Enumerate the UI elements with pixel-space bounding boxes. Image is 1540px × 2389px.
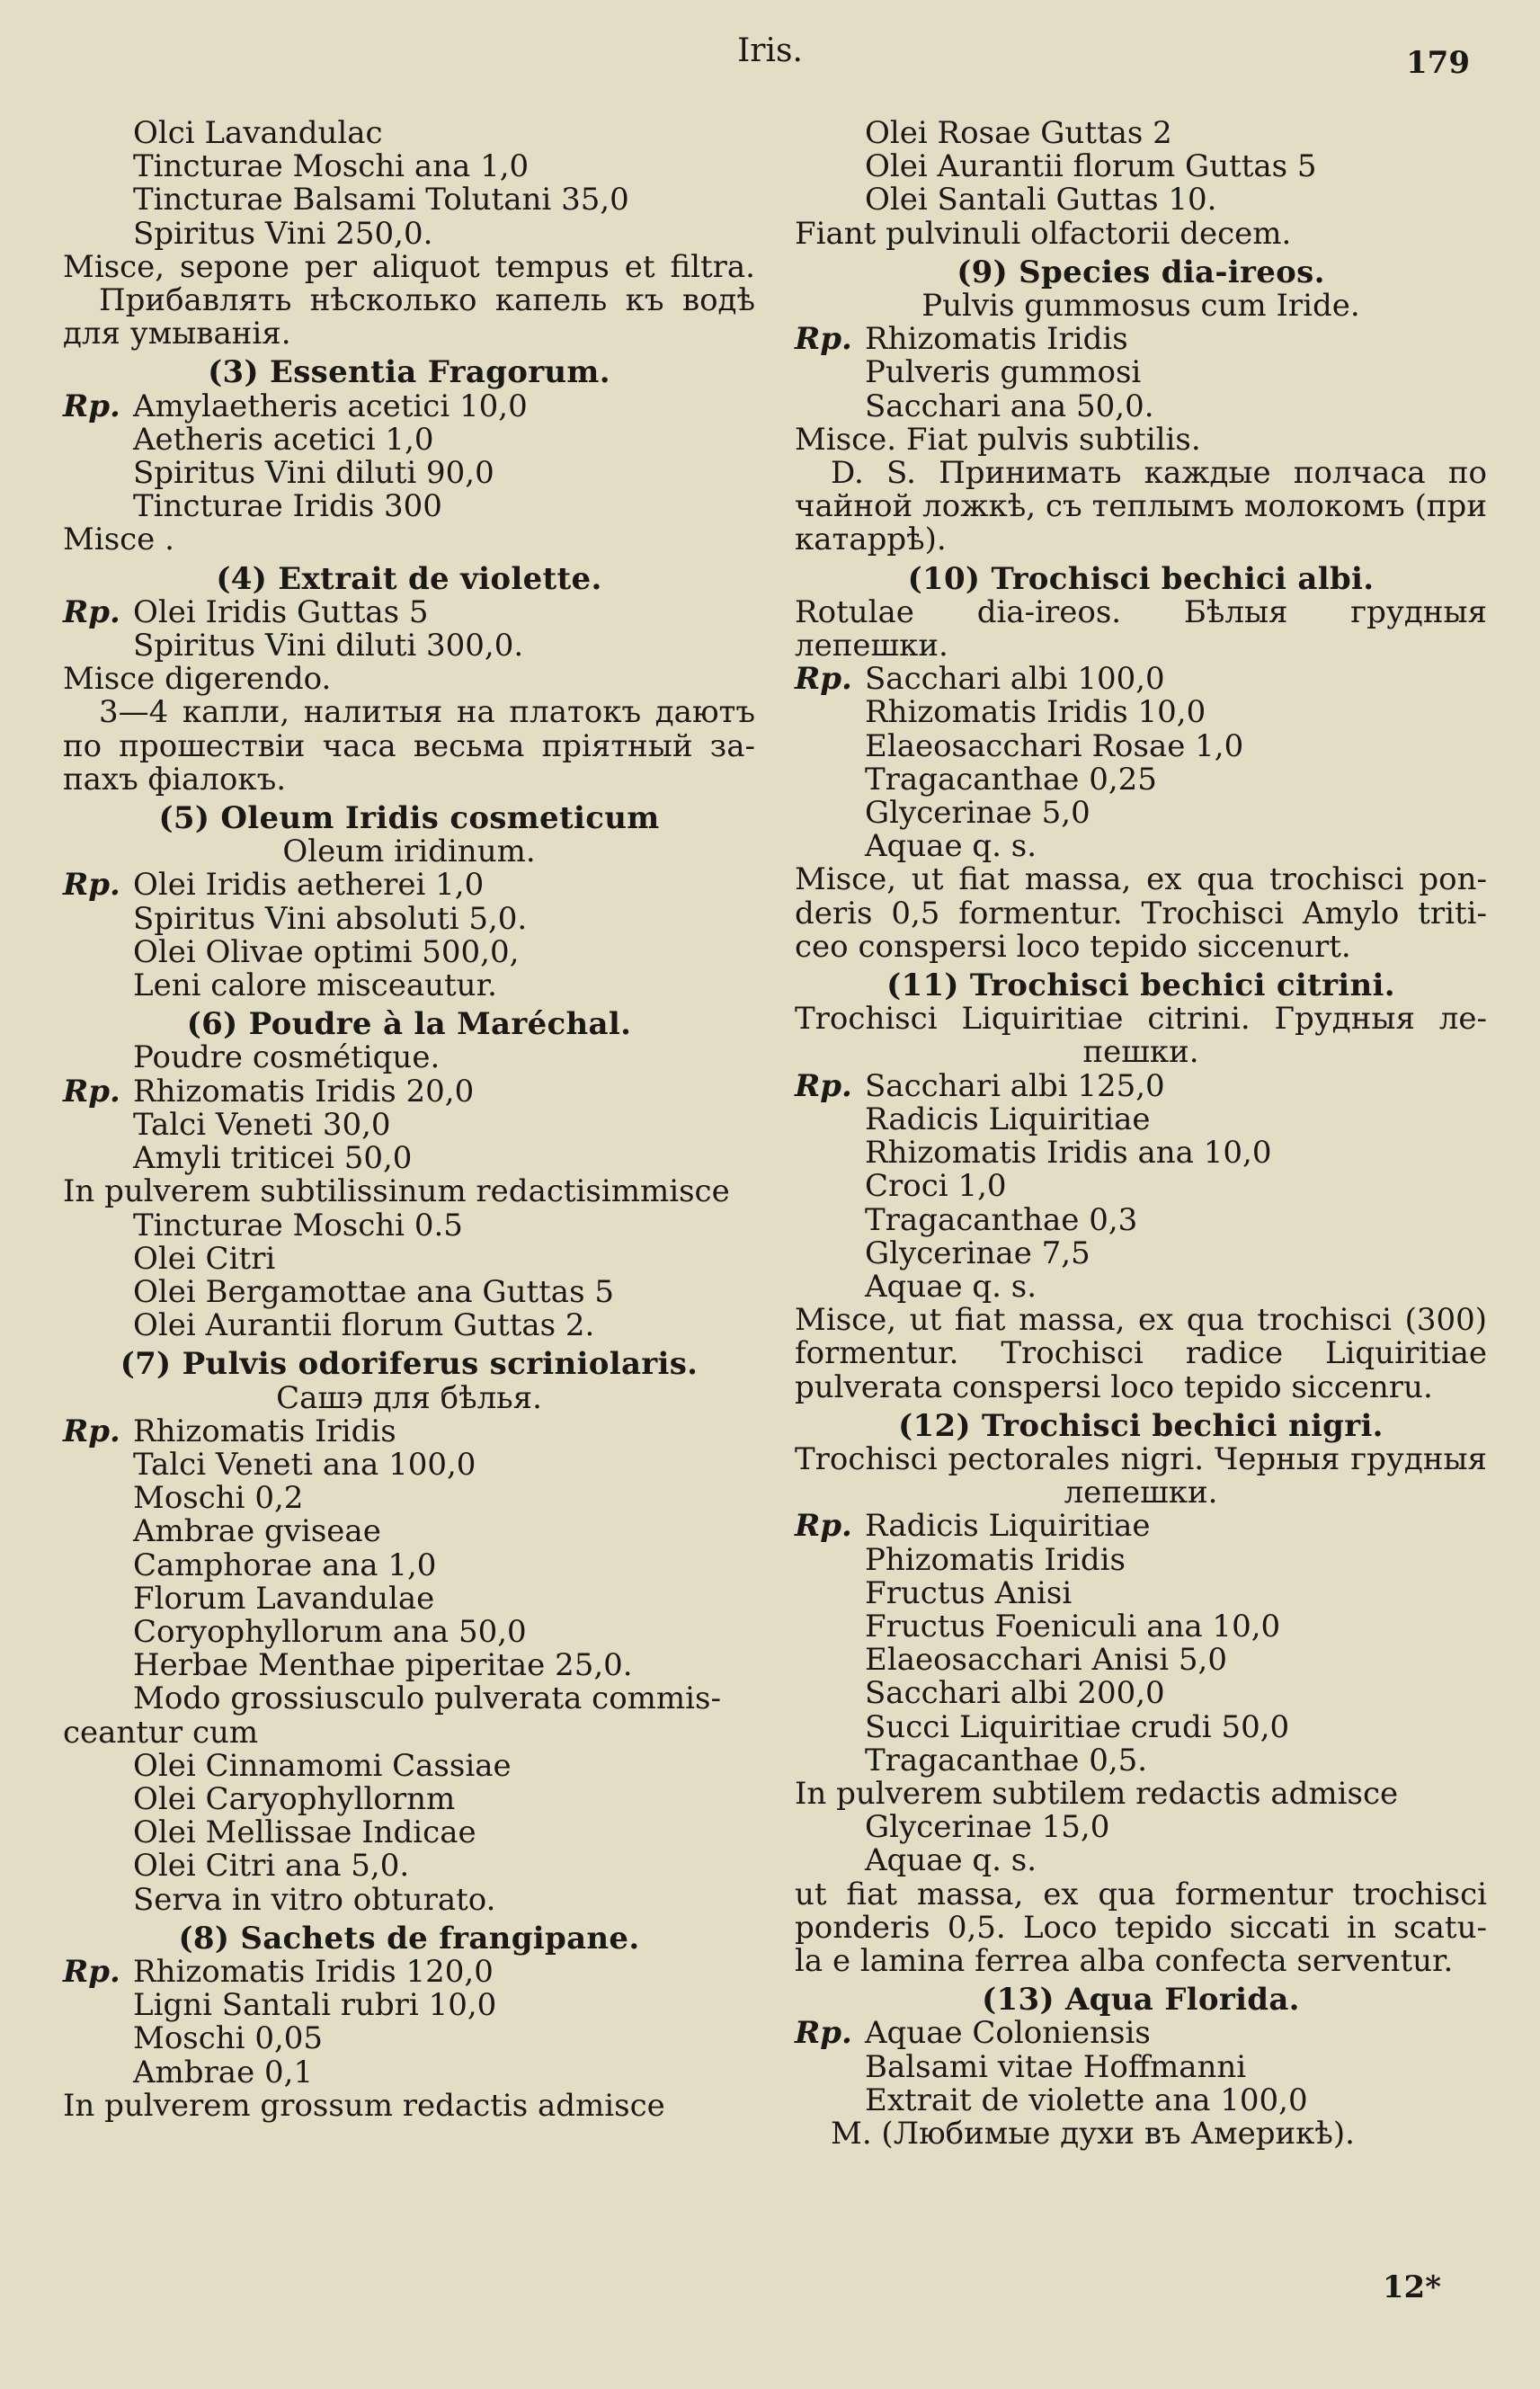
ingredient-line (795, 1510, 1487, 1543)
text-line (795, 1003, 1487, 1036)
text-line (63, 696, 755, 729)
recipe-mark: Rp. (63, 1413, 120, 1449)
line-text: pulverata conspersi loco tepido siccenru. (795, 1368, 1433, 1405)
line-text: Aetheris acetici 1,0 (133, 421, 434, 458)
text-line (63, 317, 755, 351)
line-text: (13) Aqua Florida. (982, 1982, 1300, 2019)
line-text: Tragacanthae 0,5. (865, 1742, 1148, 1778)
running-title: Iris. (737, 32, 803, 69)
line-text: Serva in vitro obturato. (133, 1881, 496, 1918)
line-text: Rhizomatis Iridis 10,0 (865, 694, 1206, 731)
line-text: Spiritus Vini diluti 90,0 (133, 455, 494, 492)
ingredient-line (795, 727, 1487, 764)
line-text: Talci Veneti ana 100,0 (133, 1446, 476, 1483)
line-text: Olei Santali Guttas 10. (865, 182, 1217, 218)
line-text: In pulverem subtilissinum redactisimmisce (63, 1173, 730, 1210)
line-text: Radicis Liquiritiae (865, 1508, 1151, 1545)
ingredient-line (795, 1574, 1487, 1611)
ingredient-line (795, 390, 1487, 423)
line-text: Rhizomatis Iridis 120,0 (133, 1953, 494, 1990)
line-text: Tincturae Balsami Tolutani 35,0 (133, 182, 629, 218)
ingredient-line (63, 215, 755, 252)
line-text: Sacchari albi 100,0 (865, 661, 1165, 698)
page-number: 179 (1406, 45, 1470, 81)
text-line (795, 1368, 1487, 1405)
ingredient-line (63, 2056, 755, 2090)
line-text: (4) Extrait de violette. (216, 560, 602, 597)
recipe-heading (63, 802, 755, 835)
ingredient-line (63, 1850, 755, 1883)
ingredient-line (63, 1273, 755, 1310)
line-text: Spiritus Vini absoluti 5,0. (133, 900, 528, 937)
ingredient-line (795, 1708, 1487, 1745)
line-text: Fiant pulvinuli olfactorii decem. (795, 215, 1292, 252)
line-text: Sacchari albi 200,0 (865, 1675, 1165, 1712)
text-line (795, 523, 1487, 557)
recipe-heading (795, 969, 1487, 1003)
ingredient-line (63, 117, 755, 150)
line-text: Olei Iridis Guttas 5 (133, 593, 429, 630)
line-text: Сашэ для бѣлья. (276, 1379, 542, 1416)
line-text: Tincturae Iridis 300 (133, 488, 442, 525)
line-text: Rhizomatis Iridis ana 10,0 (865, 1135, 1272, 1172)
line-text: Tincturae Moschi ana 1,0 (133, 148, 530, 185)
line-text: по прошествіи часа весьма пріятный за- (63, 727, 755, 764)
line-text: Extrait de violette ana 100,0 (865, 2081, 1308, 2118)
line-text: Tincturae Moschi 0.5 (133, 1207, 463, 1244)
line-text: Sacchari albi 125,0 (865, 1067, 1165, 1104)
line-text: Succi Liquiritiae crudi 50,0 (865, 1708, 1290, 1745)
line-text: Aquae q. s. (865, 1268, 1037, 1305)
text-line (795, 1909, 1487, 1946)
line-text: Ambrae 0,1 (133, 2054, 314, 2090)
ingredient-line (63, 629, 755, 663)
ingredient-line (795, 356, 1487, 389)
line-text: Moschi 0,05 (133, 2020, 324, 2057)
line-text: Tragacanthae 0,3 (865, 1201, 1138, 1238)
text-line (795, 593, 1487, 664)
recipe-mark: Rp. (795, 321, 852, 358)
line-text: Modo grossiusculo pulverata commis- (133, 1680, 721, 1717)
line-text: лепешки. (1064, 1475, 1218, 1511)
ingredient-line (795, 1644, 1487, 1677)
ingredient-line (795, 150, 1487, 183)
text-line (63, 1716, 755, 1750)
recipe-heading (63, 1922, 755, 1956)
ingredient-line (795, 1677, 1487, 1710)
ingredient-line (795, 830, 1487, 863)
line-text: Olei Bergamottae ana Guttas 5 (133, 1273, 614, 1310)
ingredient-line (63, 900, 755, 937)
line-text: Misce, ut fiat massa, ex qua trochisci (300) (795, 1302, 1487, 1339)
text-line (795, 490, 1487, 523)
ingredient-line (795, 183, 1487, 217)
line-text: Pulvis gummosus cum Iride. (921, 288, 1360, 325)
line-text: Leni calore misceautur. (133, 967, 497, 1004)
text-line (795, 1476, 1487, 1510)
recipe-mark: Rp. (795, 1067, 852, 1104)
recipe-heading (795, 1407, 1487, 1444)
line-text: M. (Любимые духи въ Америкѣ). (831, 2115, 1355, 2152)
line-text: (11) Trochisci bechici citrini. (886, 967, 1395, 1004)
text-line (795, 1878, 1487, 1912)
recipe-subtitle (63, 1379, 755, 1416)
line-text: Poudre cosmétique. (133, 1039, 441, 1076)
line-text: (5) Oleum Iridis cosmeticum (158, 800, 660, 837)
line-text: Amyli triticei 50,0 (133, 1140, 413, 1177)
ingredient-line (795, 117, 1487, 150)
line-text: Misce. Fiat pulvis subtilis. (795, 421, 1201, 458)
line-text: Olei Cinnamomi Cassiae (133, 1747, 512, 1784)
ingredient-line (63, 1041, 755, 1074)
line-text: Coryophyllorum ana 50,0 (133, 1613, 527, 1650)
line-text: Elaeosacchari Rosae 1,0 (865, 727, 1244, 764)
line-text: Ambrae gviseae (133, 1513, 381, 1550)
line-text: Olei Mellissae Indicae (133, 1814, 476, 1851)
line-text: (10) Trochisci bechici albi. (907, 560, 1375, 597)
recipe-mark: Rp. (63, 867, 120, 904)
ingredient-line (63, 423, 755, 457)
line-text: (12) Trochisci bechici nigri. (898, 1407, 1384, 1444)
line-text: для умыванія. (63, 316, 291, 352)
text-line (63, 523, 755, 557)
line-text: 3—4 капли, налитыя на платокъ даютъ (99, 694, 755, 731)
ingredient-line (795, 663, 1487, 696)
line-text: Sacchari ana 50,0. (865, 388, 1154, 424)
ingredient-line (63, 1446, 755, 1483)
ingredient-line (795, 2048, 1487, 2085)
ingredient-line (795, 2081, 1487, 2118)
text-line (795, 928, 1487, 965)
line-text: (8) Sachets de frangipane. (178, 1920, 640, 1957)
ingredient-line (63, 1309, 755, 1342)
ingredient-line (63, 1075, 755, 1109)
ingredient-line (795, 1201, 1487, 1238)
line-text: Fructus Anisi (865, 1574, 1073, 1611)
ingredient-line (795, 1270, 1487, 1304)
line-text: Trochisci pectorales nigri. Черныя грудныя (795, 1440, 1487, 1477)
line-text: Croci 1,0 (865, 1168, 1007, 1205)
recipe-heading (795, 1983, 1487, 2017)
text-line (795, 1036, 1487, 1069)
recipe-mark: Rp. (795, 661, 852, 698)
line-text: Glycerinae 7,5 (865, 1235, 1090, 1271)
line-text: Tragacanthae 0,25 (865, 761, 1157, 798)
text-line (795, 863, 1487, 896)
ingredient-line (795, 1237, 1487, 1270)
ingredient-line (795, 696, 1487, 729)
line-text: Olei Caryophyllornm (133, 1780, 456, 1817)
text-line (795, 1304, 1487, 1337)
ingredient-line (795, 1610, 1487, 1644)
ingredient-line (63, 1549, 755, 1582)
ingredient-line (63, 457, 755, 490)
text-line (63, 2087, 755, 2124)
line-text: Spiritus Vini 250,0. (133, 215, 433, 252)
ingredient-line (63, 593, 755, 630)
ingredient-line (63, 1747, 755, 1784)
line-text: formentur. Trochisci radice Liquiritiae (795, 1335, 1487, 1372)
text-line (795, 1337, 1487, 1370)
text-line (795, 1440, 1487, 1477)
line-text: Misce digerendo. (63, 661, 332, 698)
left-column (63, 117, 755, 2123)
line-text: ceo conspersi loco tepido siccenurt. (795, 928, 1351, 965)
ingredient-line (63, 1682, 755, 1716)
text-line (63, 248, 755, 285)
line-text: катаррѣ). (795, 521, 947, 558)
ingredient-line (795, 1541, 1487, 1578)
recipe-heading (63, 560, 755, 597)
recipe-mark: Rp. (795, 2015, 852, 2052)
ingredient-line (63, 183, 755, 217)
line-text: Olei Rosae Guttas 2 (865, 115, 1172, 151)
ingredient-line (63, 1613, 755, 1650)
ingredient-line (63, 2022, 755, 2055)
text-line (63, 284, 755, 317)
recipe-heading (63, 356, 755, 389)
line-text: ut fiat massa, ex qua formentur trochisci (795, 1876, 1487, 1912)
line-text: Pulveris gummosi (865, 354, 1142, 391)
line-text: Olei Aurantii florum Guttas 5 (865, 148, 1317, 185)
line-text: deris 0,5 formentur. Trochisci Amylo triti- (795, 895, 1487, 932)
line-text: Amylaetheris acetici 10,0 (133, 388, 528, 424)
text-line (795, 423, 1487, 457)
line-text: пахъ фіалокъ. (63, 761, 287, 798)
line-text: Misce, ut fiat massa, ex qua trochisci pon- (795, 861, 1487, 898)
line-text: Misce, sepone per aliquot tempus et filtra. (63, 248, 755, 285)
ingredient-line (795, 1844, 1487, 1877)
line-text: Aquae Coloniensis (865, 2015, 1151, 2052)
ingredient-line (795, 323, 1487, 356)
ingredient-line (63, 1582, 755, 1616)
ingredient-line (795, 1170, 1487, 1203)
line-text: Glycerinae 5,0 (865, 795, 1090, 832)
text-line (795, 1942, 1487, 1979)
ingredient-line (795, 797, 1487, 830)
line-text: Fructus Foeniculi ana 10,0 (865, 1608, 1281, 1645)
text-line (795, 215, 1487, 252)
text-line (795, 2117, 1487, 2151)
line-text: Oleum iridinum. (282, 833, 536, 870)
line-text: Rhizomatis Iridis (133, 1413, 396, 1449)
ingredient-line (63, 1816, 755, 1850)
ingredient-line (63, 150, 755, 183)
line-text: Elaeosacchari Anisi 5,0 (865, 1642, 1227, 1679)
ingredient-line (795, 2017, 1487, 2050)
ingredient-line (63, 1649, 755, 1682)
line-text: Rotulae dia-ireos. Бѣлыя грудныя лепешки. (795, 593, 1487, 664)
ingredient-line (795, 1103, 1487, 1137)
line-text: Aquae q. s. (865, 1842, 1037, 1879)
line-text: Прибавлять нѣсколько капель къ водѣ (99, 282, 755, 319)
line-text: Phizomatis Iridis (865, 1541, 1126, 1578)
recipe-mark: Rp. (63, 388, 120, 424)
line-text: In pulverem grossum redactis admisce (63, 2087, 665, 2124)
line-text: чайной ложкѣ, съ теплымъ молокомъ (при (795, 488, 1487, 525)
recipe-mark: Rp. (63, 1953, 120, 1990)
line-text: Ligni Santali rubri 10,0 (133, 1987, 497, 2024)
line-text: Talci Veneti 30,0 (133, 1106, 391, 1143)
recipe-mark: Rp. (795, 1508, 852, 1545)
ingredient-line (63, 1209, 755, 1243)
ingredient-line (63, 1482, 755, 1515)
printer-signature: 12* (1382, 2269, 1441, 2305)
line-text: ponderis 0,5. Loco tepido siccati in scatu- (795, 1909, 1487, 1946)
line-text: la e lamina ferrea alba confecta serventur. (795, 1942, 1454, 1979)
line-text: Spiritus Vini diluti 300,0. (133, 628, 524, 664)
line-text: Rhizomatis Iridis 20,0 (133, 1073, 475, 1110)
line-text: Olei Iridis aetherei 1,0 (133, 867, 485, 904)
ingredient-line (795, 1744, 1487, 1778)
ingredient-line (63, 490, 755, 523)
text-line (63, 1175, 755, 1208)
ingredient-line (63, 1106, 755, 1143)
recipe-heading (63, 1008, 755, 1041)
line-text: Herbae Menthae piperitae 25,0. (133, 1647, 633, 1684)
ingredient-line (63, 1515, 755, 1548)
text-line (63, 727, 755, 764)
line-text: Misce . (63, 521, 174, 558)
ingredient-line (63, 1415, 755, 1449)
text-line (795, 897, 1487, 931)
ingredient-line (63, 933, 755, 970)
recipe-heading (795, 256, 1487, 290)
line-text: Camphorae ana 1,0 (133, 1547, 437, 1583)
text-line (63, 663, 755, 696)
recipe-heading (63, 1348, 755, 1381)
ingredient-line (63, 1989, 755, 2022)
line-text: Balsami vitae Hoffmanni (865, 2048, 1247, 2085)
line-text: Florum Lavandulae (133, 1580, 435, 1617)
text-line (795, 1775, 1487, 1812)
recipe-subtitle (63, 835, 755, 869)
line-text: (7) Pulvis odoriferus scriniolaris. (120, 1346, 699, 1383)
text-line (795, 457, 1487, 490)
line-text: Rhizomatis Iridis (865, 321, 1128, 358)
ingredient-line (63, 1881, 755, 1918)
recipe-mark: Rp. (63, 1073, 120, 1110)
recipe-heading (795, 560, 1487, 597)
line-text: (6) Poudre à la Maréchal. (186, 1006, 632, 1043)
ingredient-line (795, 1067, 1487, 1104)
recipe-subtitle (795, 290, 1487, 323)
ingredient-line (795, 1811, 1487, 1844)
line-text: Olei Aurantii florum Guttas 2. (133, 1307, 595, 1344)
line-text: пешки. (1082, 1034, 1199, 1071)
line-text: (3) Essentia Fragorum. (208, 354, 610, 391)
line-text: Olei Citri ana 5,0. (133, 1848, 410, 1885)
right-column (795, 117, 1487, 2151)
line-text: Trochisci Liquiritiae citrini. Грудныя ле- (795, 1001, 1487, 1038)
line-text: Olei Citri (133, 1240, 276, 1277)
line-text: Moschi 0,2 (133, 1480, 304, 1517)
ingredient-line (63, 1780, 755, 1817)
ingredient-line (63, 869, 755, 902)
ingredient-line (795, 1137, 1487, 1170)
ingredient-line (63, 390, 755, 423)
ingredient-line (63, 1953, 755, 1990)
line-text: ceantur cum (63, 1714, 259, 1751)
line-text: Glycerinae 15,0 (865, 1809, 1110, 1846)
ingredient-line (63, 969, 755, 1003)
line-text: Olei Olivae optimi 500,0, (133, 933, 520, 970)
text-line (63, 763, 755, 797)
ingredient-line (63, 1240, 755, 1277)
ingredient-line (63, 1142, 755, 1175)
recipe-mark: Rp. (63, 593, 120, 630)
ingredient-line (795, 763, 1487, 797)
line-text: D. S. Принимать каждые полчаса по (831, 455, 1487, 492)
line-text: In pulverem subtilem redactis admisce (795, 1775, 1399, 1812)
line-text: Radicis Liquiritiae (865, 1101, 1151, 1137)
line-text: Olci Lavandulac (133, 115, 383, 151)
line-text: (9) Species dia-ireos. (957, 254, 1325, 290)
line-text: Aquae q. s. (865, 828, 1037, 865)
